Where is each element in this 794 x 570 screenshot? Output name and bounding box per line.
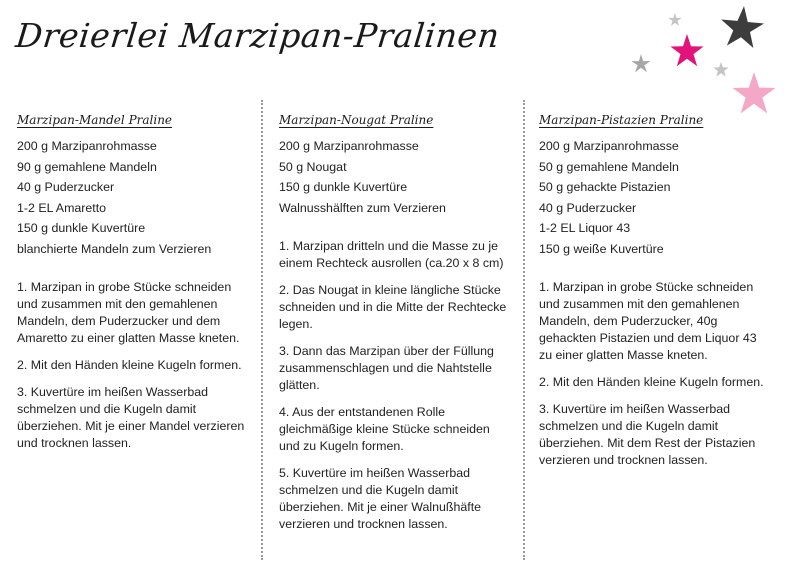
star-gray-left-icon — [632, 54, 651, 72]
ingredient-item: 50 g gehackte Pistazien — [539, 180, 671, 194]
step-item: 3. Kuvertüre im heißen Wasserbad schmelzen und die Kugeln damit überziehen. Mit je einer Mandel verzieren und trocknen lassen. — [17, 385, 245, 450]
star-magenta-icon — [670, 34, 703, 66]
ingredient-list — [279, 136, 509, 218]
ingredient-item: 150 g weiße Kuvertüre — [539, 241, 664, 256]
step-item: 5. Kuvertüre im heißen Wasserbad schmelzen und die Kugeln damit überziehen. Mit je einer Walnußhäfte verzieren und trocknen lassen. — [279, 466, 482, 531]
ingredient-item: blanchierte Mandeln zum Verzieren — [17, 241, 212, 256]
recipe-title: Marzipan-Nougat Praline — [279, 113, 434, 127]
ingredient-item: Walnusshälften zum Verzieren — [279, 200, 446, 215]
star-pink-icon — [732, 72, 775, 113]
recipe-column-nougat — [279, 110, 509, 543]
ingredient-item: 40 g Puderzucker — [539, 200, 637, 215]
recipe-column-mandel — [17, 110, 247, 462]
step-list — [539, 279, 769, 469]
recipe-title: Marzipan-Mandel Praline — [17, 113, 173, 127]
step-item: 2. Mit den Händen kleine Kugeln formen. — [539, 375, 764, 389]
ingredient-list — [17, 136, 247, 259]
step-item: 3. Dann das Marzipan über der Füllung zusammenschlagen und die Nahtstelle glätten. — [279, 344, 494, 392]
star-dark-icon — [721, 6, 764, 48]
column-divider — [261, 100, 263, 560]
star-gray-small-icon — [668, 13, 681, 26]
step-item: 2. Das Nougat in kleine längliche Stücke schneiden und in die Mitte der Rechtecke legen. — [279, 283, 507, 331]
step-item: 1. Marzipan in grobe Stücke schneiden und zusammen mit den gemahlenen Mandeln, dem Puderzucker und dem Amaretto zu einer glatten Masse kneten. — [17, 280, 240, 345]
ingredient-item: 90 g gemahlene Mandeln — [17, 159, 157, 174]
ingredient-item: 150 g dunkle Kuvertüre — [17, 221, 146, 235]
step-item: 1. Marzipan in grobe Stücke schneiden und zusammen mit den gemahlenen Mandeln, dem Puderzucker, 40g gehackten Pistazien und dem Liquor 43 zu einer glatten Masse kneten. — [539, 280, 757, 362]
column-divider — [523, 100, 525, 560]
ingredient-item: 200 g Marzipanrohmasse — [17, 139, 157, 153]
ingredient-item: 150 g dunkle Kuvertüre — [279, 180, 408, 194]
page-title: Dreierlei Marzipan-Pralinen — [13, 16, 502, 55]
ingredient-item: 1-2 EL Liquor 43 — [539, 221, 631, 235]
ingredient-item: 40 g Puderzucker — [17, 180, 115, 194]
ingredient-item: 200 g Marzipanrohmasse — [279, 139, 419, 153]
ingredient-item: 1-2 EL Amaretto — [17, 200, 107, 215]
recipe-title: Marzipan-Pistazien Praline — [539, 113, 704, 127]
step-item: 1. Marzipan dritteln und die Masse zu je einem Rechteck ausrollen (ca.20 x 8 cm) — [279, 239, 504, 270]
step-list — [279, 238, 509, 533]
ingredient-item: 50 g gemahlene Mandeln — [539, 159, 679, 174]
star-light-gray-icon — [713, 62, 728, 77]
step-item: 2. Mit den Händen kleine Kugeln formen. — [17, 358, 242, 372]
ingredient-list — [539, 136, 769, 259]
ingredient-item: 200 g Marzipanrohmasse — [539, 139, 679, 153]
step-list — [17, 279, 247, 452]
step-item: 4. Aus der entstandenen Rolle gleichmäßige kleine Stücke schneiden und zu Kugeln formen. — [279, 405, 490, 453]
step-item: 3. Kuvertüre im heißen Wasserbad schmelzen und die Kugeln damit überziehen. Mit dem Rest der Pistazien verzieren und trocknen lassen. — [539, 402, 756, 467]
ingredient-item: 50 g Nougat — [279, 159, 347, 174]
recipe-column-pistazien — [539, 110, 769, 479]
